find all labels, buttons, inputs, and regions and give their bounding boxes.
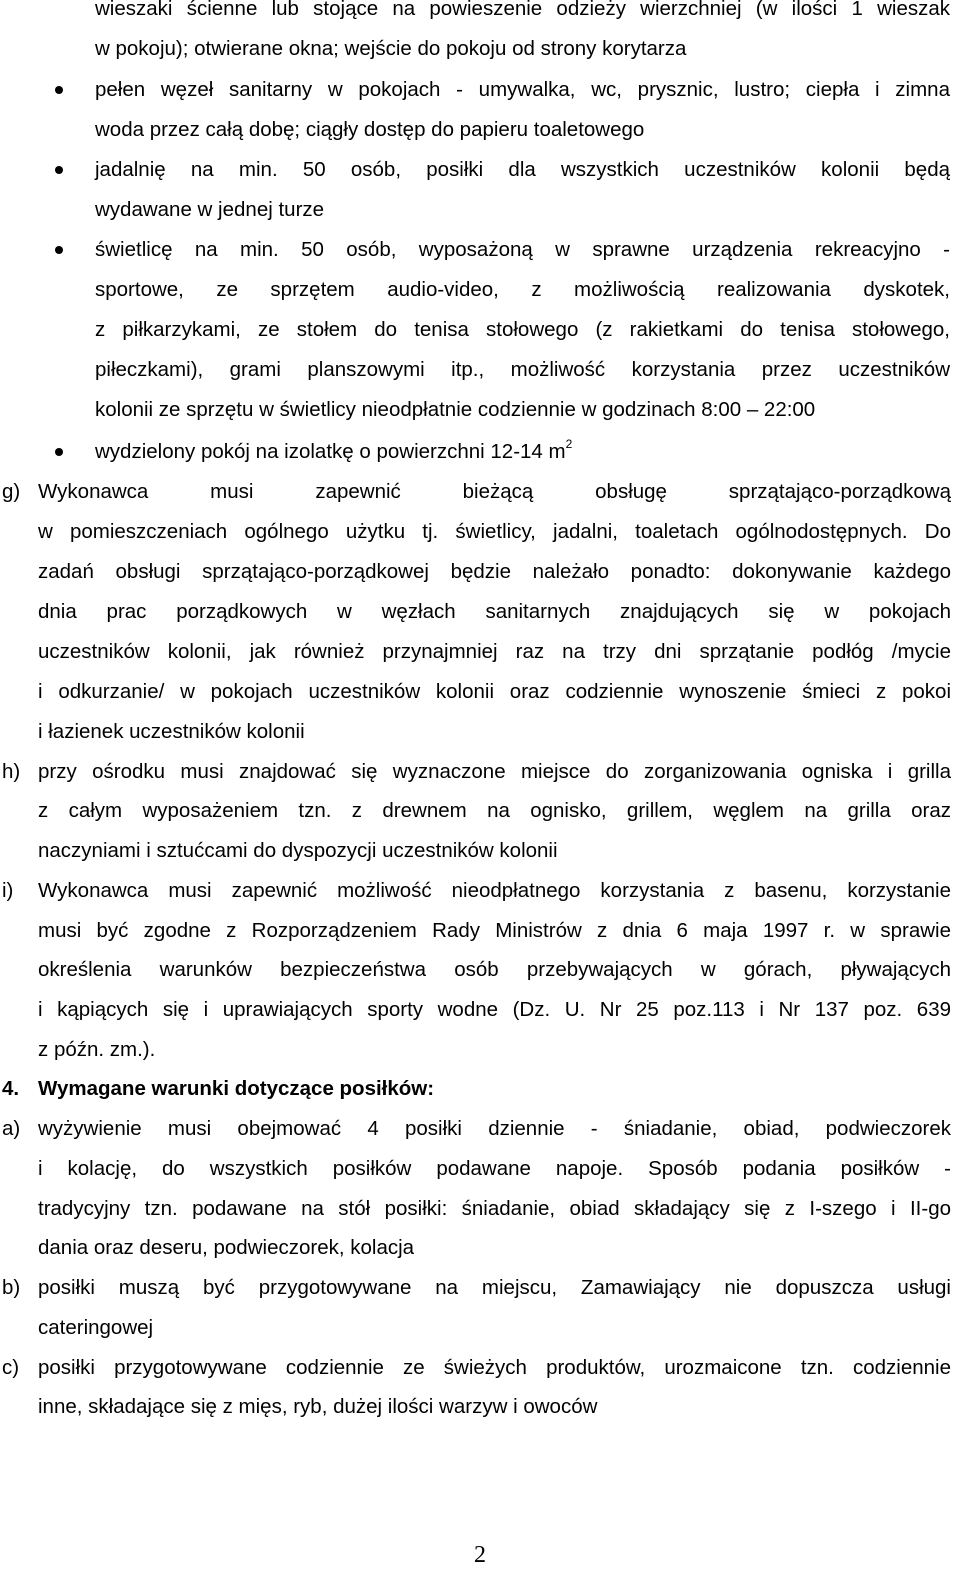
text-line: naczyniami i sztućcami do dyspozycji uczestników kolonii [38, 839, 558, 862]
list-label: c) [2, 1356, 20, 1379]
text-line: z późn. zm.). [38, 1038, 156, 1061]
text-line: w pomieszczeniach ogólnego użytku tj. świetlicy, jadalni, toaletach ogólnodostępnych. Do [38, 520, 951, 543]
list-label: b) [2, 1276, 21, 1299]
text-line: dnia prac porządkowych w węzłach sanitarnych znajdujących się w pokojach [38, 600, 951, 623]
text-line: cateringowej [38, 1316, 154, 1339]
bullet-dot-icon [55, 448, 63, 456]
list-label: g) [2, 480, 21, 503]
text-line: posiłki muszą być przygotowywane na miejscu, Zamawiający nie dopuszcza usługi [38, 1276, 951, 1299]
text-line: Wykonawca musi zapewnić możliwość nieodpłatnego korzystania z basenu, korzystanie [38, 879, 951, 902]
text-line: i kolację, do wszystkich posiłków podawane napoje. Sposób podania posiłków - [38, 1157, 951, 1180]
text-line: jadalnię na min. 50 osób, posiłki dla wszystkich uczestników kolonii będą [95, 158, 950, 181]
text-line: zadań obsługi sprzątająco-porządkowej będzie należało ponadto: dokonywanie każdego [38, 560, 951, 583]
text-line: i łazienek uczestników kolonii [38, 720, 305, 743]
text-line: przy ośrodku musi znajdować się wyznaczone miejsce do zorganizowania ogniska i grilla [38, 760, 951, 783]
section-title: Wymagane warunki dotyczące posiłków: [38, 1077, 435, 1100]
text-line: świetlicę na min. 50 osób, wyposażoną w sprawne urządzenia rekreacyjno - [95, 238, 950, 261]
text-line: z piłkarzykami, ze stołem do tenisa stołowego (z rakietkami do tenisa stołowego, [95, 318, 950, 341]
section-number: 4. [2, 1077, 20, 1100]
text-line: posiłki przygotowywane codziennie ze świeżych produktów, urozmaicone tzn. codziennie [38, 1356, 951, 1379]
text-line: kolonii ze sprzętu w świetlicy nieodpłatnie codziennie w godzinach 8:00 – 22:00 [95, 398, 816, 421]
text-line: woda przez całą dobę; ciągły dostęp do papieru toaletowego [95, 118, 645, 141]
list-label: h) [2, 760, 21, 783]
bullet-dot-icon [55, 246, 63, 254]
text-line: wydawane w jednej turze [95, 198, 325, 221]
page-number: 2 [474, 1542, 486, 1568]
text-line [95, 432, 572, 472]
text-line: tradycyjny tzn. podawane na stół posiłki: śniadanie, obiad składający się z I-szego i II-go [38, 1197, 951, 1220]
text-line: Wykonawca musi zapewnić bieżącą obsługę sprzątająco-porządkową [38, 480, 951, 503]
bullet-dot-icon [55, 86, 63, 94]
text-line: dania oraz deseru, podwieczorek, kolacja [38, 1236, 415, 1259]
text-line: i kąpiących się i uprawiających sporty wodne (Dz. U. Nr 25 poz.113 i Nr 137 poz. 639 [38, 998, 951, 1021]
text-line: sportowe, ze sprzętem audio-video, z możliwością realizowania dyskotek, [95, 278, 950, 301]
text-line: i odkurzanie/ w pokojach uczestników kolonii oraz codziennie wynoszenie śmieci z pokoi [38, 680, 951, 703]
text-line: musi być zgodne z Rozporządzeniem Rady Ministrów z dnia 6 maja 1997 r. w sprawie [38, 919, 951, 942]
text-line: wyżywienie musi obejmować 4 posiłki dziennie - śniadanie, obiad, podwieczorek [38, 1117, 951, 1140]
text-line: uczestników kolonii, jak również przynajmniej raz na trzy dni sprzątanie podłóg /mycie [38, 640, 951, 663]
text-line: określenia warunków bezpieczeństwa osób przebywających w górach, pływających [38, 958, 951, 981]
text-line: z całym wyposażeniem tzn. z drewnem na ognisko, grillem, węglem na grilla oraz [38, 799, 951, 822]
list-label: a) [2, 1117, 21, 1140]
isolation-room-text: wydzielony pokój na izolatkę o powierzchni 12-14 m [95, 440, 566, 463]
text-line: piłeczkami), grami planszowymi itp., możliwość korzystania przez uczestników [95, 358, 950, 381]
text-line: inne, składające się z mięs, ryb, dużej ilości warzyw i owoców [38, 1395, 598, 1418]
superscript: 2 [565, 437, 573, 452]
text-line: pełen węzeł sanitarny w pokojach - umywalka, wc, prysznic, lustro; ciepła i zimna [95, 78, 950, 101]
list-label: i) [2, 879, 14, 902]
text-line: w pokoju); otwierane okna; wejście do pokoju od strony korytarza [95, 37, 687, 60]
text-line: wieszaki ścienne lub stojące na powieszenie odzieży wierzchniej (w ilości 1 wieszak [95, 0, 950, 20]
bullet-dot-icon [55, 166, 63, 174]
